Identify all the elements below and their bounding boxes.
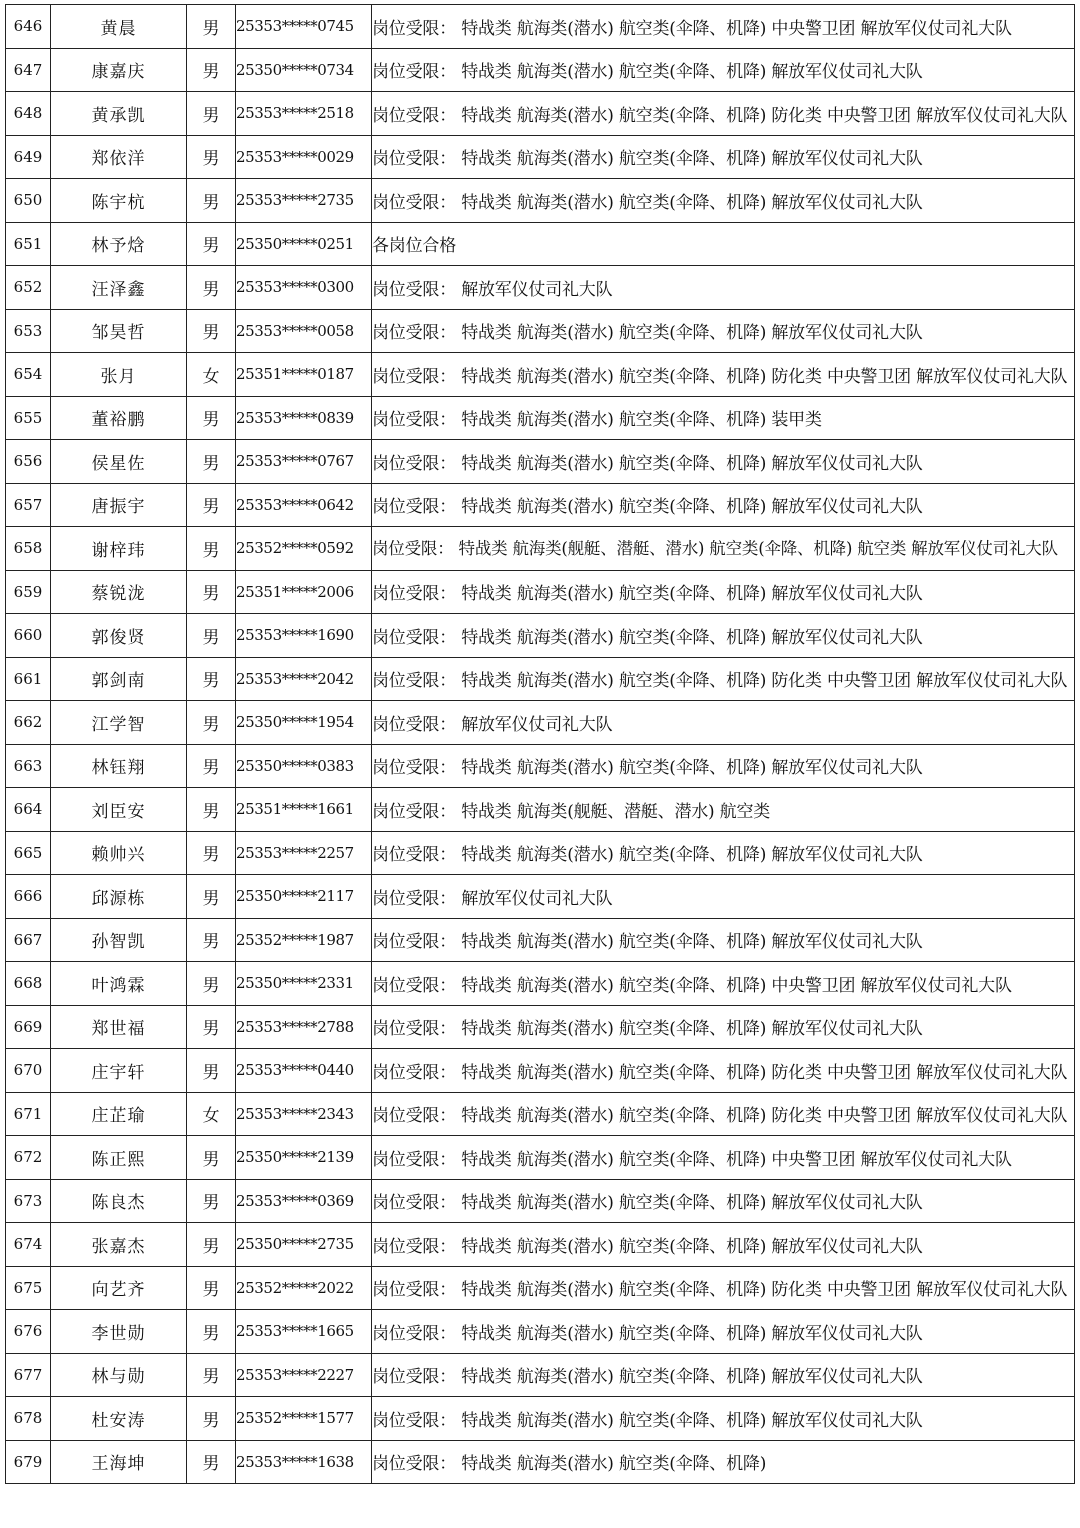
table-row [6,788,1075,832]
result-cell: 岗位受限： 特战类 航海类(潜水) 航空类(伞降、机降) 解放军仪仗司礼大队 [372,570,1075,614]
name-cell: 林钰翔 [51,744,187,788]
name-cell: 赖帅兴 [51,831,187,875]
table-row [6,962,1075,1006]
sex-cell: 男 [187,657,236,701]
sex-cell: 男 [187,266,236,310]
sex-cell: 男 [187,614,236,658]
result-cell: 岗位受限： 特战类 航海类(潜水) 航空类(伞降、机降) 解放军仪仗司礼大队 [372,135,1075,179]
table-row [6,5,1075,49]
result-cell: 岗位受限： 解放军仪仗司礼大队 [372,701,1075,745]
id-number-cell: 25350*****1954 [236,701,372,745]
row-number-cell: 650 [6,179,51,223]
name-cell: 黄承凯 [51,92,187,136]
id-number-cell: 25353*****2257 [236,831,372,875]
row-number-cell: 651 [6,222,51,266]
result-cell: 岗位受限： 特战类 航海类(潜水) 航空类(伞降、机降) 解放军仪仗司礼大队 [372,179,1075,223]
sex-cell: 男 [187,1353,236,1397]
row-number-cell: 675 [6,1266,51,1310]
table-row [6,1092,1075,1136]
table-row [6,1310,1075,1354]
name-cell: 叶鸿霖 [51,962,187,1006]
id-number-cell: 25353*****0745 [236,5,372,49]
result-cell: 岗位受限： 特战类 航海类(潜水) 航空类(伞降、机降) 防化类 中央警卫团 解放军仪仗司礼大队 [372,1092,1075,1136]
result-cell: 岗位受限： 特战类 航海类(潜水) 航空类(伞降、机降) 解放军仪仗司礼大队 [372,1397,1075,1441]
id-number-cell: 25351*****0187 [236,353,372,397]
name-cell: 向艺齐 [51,1266,187,1310]
sex-cell: 男 [187,92,236,136]
sex-cell: 男 [187,1266,236,1310]
id-number-cell: 25353*****0440 [236,1049,372,1093]
result-cell: 岗位受限： 特战类 航海类(潜水) 航空类(伞降、机降) 中央警卫团 解放军仪仗司礼大队 [372,1136,1075,1180]
result-cell: 岗位受限： 特战类 航海类(潜水) 航空类(伞降、机降) 装甲类 [372,396,1075,440]
name-cell: 康嘉庆 [51,48,187,92]
name-cell: 邱源栋 [51,875,187,919]
id-number-cell: 25350*****2735 [236,1223,372,1267]
name-cell: 林予焓 [51,222,187,266]
sex-cell: 男 [187,48,236,92]
name-cell: 陈良杰 [51,1179,187,1223]
result-cell: 岗位受限： 特战类 航海类(潜水) 航空类(伞降、机降) 防化类 中央警卫团 解放军仪仗司礼大队 [372,1266,1075,1310]
result-cell: 岗位受限： 特战类 航海类(潜水) 航空类(伞降、机降) [372,1440,1075,1484]
table-row [6,135,1075,179]
table-row [6,701,1075,745]
name-cell: 陈正熙 [51,1136,187,1180]
row-number-cell: 656 [6,440,51,484]
table-row [6,1266,1075,1310]
row-number-cell: 668 [6,962,51,1006]
row-number-cell: 646 [6,5,51,49]
table-row [6,1397,1075,1441]
row-number-cell: 657 [6,483,51,527]
name-cell: 林与勋 [51,1353,187,1397]
result-cell: 岗位受限： 特战类 航海类(潜水) 航空类(伞降、机降) 解放军仪仗司礼大队 [372,1005,1075,1049]
result-cell: 岗位受限： 特战类 航海类(潜水) 航空类(伞降、机降) 解放军仪仗司礼大队 [372,1223,1075,1267]
row-number-cell: 654 [6,353,51,397]
sex-cell: 男 [187,701,236,745]
row-number-cell: 655 [6,396,51,440]
row-number-cell: 667 [6,918,51,962]
table-row [6,222,1075,266]
sex-cell: 男 [187,1397,236,1441]
table-row [6,918,1075,962]
sex-cell: 男 [187,1440,236,1484]
table-row [6,527,1075,571]
id-number-cell: 25353*****0300 [236,266,372,310]
name-cell: 刘臣安 [51,788,187,832]
row-number-cell: 679 [6,1440,51,1484]
row-number-cell: 673 [6,1179,51,1223]
row-number-cell: 678 [6,1397,51,1441]
result-cell: 岗位受限： 特战类 航海类(潜水) 航空类(伞降、机降) 防化类 中央警卫团 解放军仪仗司礼大队 [372,353,1075,397]
row-number-cell: 649 [6,135,51,179]
id-number-cell: 25353*****2518 [236,92,372,136]
result-cell: 岗位受限： 特战类 航海类(潜水) 航空类(伞降、机降) 解放军仪仗司礼大队 [372,1353,1075,1397]
result-cell: 岗位受限： 特战类 航海类(潜水) 航空类(伞降、机降) 解放军仪仗司礼大队 [372,1179,1075,1223]
sex-cell: 男 [187,396,236,440]
id-number-cell: 25350*****2117 [236,875,372,919]
table-row [6,309,1075,353]
sex-cell: 男 [187,1005,236,1049]
table-row [6,48,1075,92]
table-row [6,1353,1075,1397]
id-number-cell: 25353*****0642 [236,483,372,527]
name-cell: 郑世福 [51,1005,187,1049]
id-number-cell: 25353*****0767 [236,440,372,484]
result-cell: 岗位受限： 特战类 航海类(潜水) 航空类(伞降、机降) 解放军仪仗司礼大队 [372,48,1075,92]
id-number-cell: 25353*****1690 [236,614,372,658]
sex-cell: 男 [187,179,236,223]
result-cell: 岗位受限： 特战类 航海类(潜水) 航空类(伞降、机降) 解放军仪仗司礼大队 [372,309,1075,353]
name-cell: 董裕鹏 [51,396,187,440]
row-number-cell: 663 [6,744,51,788]
name-cell: 陈宇杭 [51,179,187,223]
table-row [6,179,1075,223]
result-cell: 岗位受限： 特战类 航海类(潜水) 航空类(伞降、机降) 中央警卫团 解放军仪仗司礼大队 [372,5,1075,49]
result-cell: 岗位受限： 特战类 航海类(潜水) 航空类(伞降、机降) 防化类 中央警卫团 解放军仪仗司礼大队 [372,92,1075,136]
result-cell: 岗位受限： 特战类 航海类(潜水) 航空类(伞降、机降) 解放军仪仗司礼大队 [372,440,1075,484]
name-cell: 张嘉杰 [51,1223,187,1267]
id-number-cell: 25353*****1638 [236,1440,372,1484]
id-number-cell: 25353*****2227 [236,1353,372,1397]
result-cell: 岗位受限： 特战类 航海类(潜水) 航空类(伞降、机降) 解放军仪仗司礼大队 [372,483,1075,527]
row-number-cell: 664 [6,788,51,832]
id-number-cell: 25352*****2022 [236,1266,372,1310]
name-cell: 郭剑南 [51,657,187,701]
sex-cell: 男 [187,875,236,919]
sex-cell: 男 [187,527,236,571]
result-cell: 岗位受限： 特战类 航海类(舰艇、潜艇、潜水) 航空类 [372,788,1075,832]
row-number-cell: 660 [6,614,51,658]
table-row [6,831,1075,875]
id-number-cell: 25351*****1661 [236,788,372,832]
result-cell: 岗位受限： 特战类 航海类(潜水) 航空类(伞降、机降) 解放军仪仗司礼大队 [372,831,1075,875]
row-number-cell: 676 [6,1310,51,1354]
result-cell: 各岗位合格 [372,222,1075,266]
name-cell: 郑依洋 [51,135,187,179]
name-cell: 侯星佐 [51,440,187,484]
row-number-cell: 647 [6,48,51,92]
row-number-cell: 659 [6,570,51,614]
row-number-cell: 665 [6,831,51,875]
table-row [6,396,1075,440]
id-number-cell: 25352*****0592 [236,527,372,571]
row-number-cell: 677 [6,1353,51,1397]
row-number-cell: 653 [6,309,51,353]
name-cell: 汪泽鑫 [51,266,187,310]
result-cell: 岗位受限： 特战类 航海类(潜水) 航空类(伞降、机降) 解放军仪仗司礼大队 [372,614,1075,658]
id-number-cell: 25353*****0839 [236,396,372,440]
sex-cell: 男 [187,1136,236,1180]
name-cell: 杜安涛 [51,1397,187,1441]
table-row [6,440,1075,484]
result-cell: 岗位受限： 特战类 航海类(潜水) 航空类(伞降、机降) 解放军仪仗司礼大队 [372,918,1075,962]
sex-cell: 男 [187,1310,236,1354]
table-row [6,657,1075,701]
id-number-cell: 25353*****2788 [236,1005,372,1049]
table-row [6,1005,1075,1049]
sex-cell: 女 [187,353,236,397]
table-row [6,92,1075,136]
id-number-cell: 25353*****1665 [236,1310,372,1354]
sex-cell: 男 [187,222,236,266]
id-number-cell: 25350*****0383 [236,744,372,788]
row-number-cell: 662 [6,701,51,745]
id-number-cell: 25353*****2735 [236,179,372,223]
row-number-cell: 666 [6,875,51,919]
sex-cell: 男 [187,962,236,1006]
name-cell: 唐振宇 [51,483,187,527]
sex-cell: 男 [187,135,236,179]
row-number-cell: 672 [6,1136,51,1180]
name-cell: 谢梓玮 [51,527,187,571]
result-cell: 岗位受限： 特战类 航海类(潜水) 航空类(伞降、机降) 中央警卫团 解放军仪仗司礼大队 [372,962,1075,1006]
table-row [6,1440,1075,1484]
result-cell: 岗位受限： 解放军仪仗司礼大队 [372,875,1075,919]
sex-cell: 男 [187,744,236,788]
sex-cell: 男 [187,309,236,353]
id-number-cell: 25350*****2139 [236,1136,372,1180]
table-row [6,1179,1075,1223]
sex-cell: 女 [187,1092,236,1136]
table-row [6,483,1075,527]
id-number-cell: 25353*****0058 [236,309,372,353]
table-row [6,1049,1075,1093]
row-number-cell: 669 [6,1005,51,1049]
table-row [6,266,1075,310]
table-row [6,614,1075,658]
row-number-cell: 671 [6,1092,51,1136]
id-number-cell: 25353*****2042 [236,657,372,701]
name-cell: 张月 [51,353,187,397]
result-cell: 岗位受限： 特战类 航海类(潜水) 航空类(伞降、机降) 解放军仪仗司礼大队 [372,1310,1075,1354]
result-cell: 岗位受限： 特战类 航海类(潜水) 航空类(伞降、机降) 解放军仪仗司礼大队 [372,744,1075,788]
id-number-cell: 25350*****2331 [236,962,372,1006]
roster-sheet [5,4,1075,1484]
sex-cell: 男 [187,831,236,875]
id-number-cell: 25352*****1577 [236,1397,372,1441]
row-number-cell: 674 [6,1223,51,1267]
table-row [6,1136,1075,1180]
row-number-cell: 652 [6,266,51,310]
id-number-cell: 25353*****2343 [236,1092,372,1136]
name-cell: 李世勋 [51,1310,187,1354]
roster-table [5,4,1075,1484]
result-cell: 岗位受限： 解放军仪仗司礼大队 [372,266,1075,310]
table-row [6,744,1075,788]
name-cell: 庄芷瑜 [51,1092,187,1136]
id-number-cell: 25350*****0251 [236,222,372,266]
row-number-cell: 661 [6,657,51,701]
result-cell: 岗位受限： 特战类 航海类(潜水) 航空类(伞降、机降) 防化类 中央警卫团 解放军仪仗司礼大队 [372,657,1075,701]
name-cell: 王海坤 [51,1440,187,1484]
name-cell: 江学智 [51,701,187,745]
id-number-cell: 25353*****0029 [236,135,372,179]
row-number-cell: 648 [6,92,51,136]
table-row [6,353,1075,397]
id-number-cell: 25350*****0734 [236,48,372,92]
id-number-cell: 25351*****2006 [236,570,372,614]
sex-cell: 男 [187,570,236,614]
name-cell: 蔡锐泷 [51,570,187,614]
sex-cell: 男 [187,440,236,484]
name-cell: 邹昊哲 [51,309,187,353]
table-row [6,1223,1075,1267]
row-number-cell: 658 [6,527,51,571]
id-number-cell: 25352*****1987 [236,918,372,962]
table-row [6,570,1075,614]
sex-cell: 男 [187,1223,236,1267]
roster-body [6,5,1075,1484]
name-cell: 孙智凯 [51,918,187,962]
name-cell: 黄晨 [51,5,187,49]
row-number-cell: 670 [6,1049,51,1093]
table-row [6,875,1075,919]
id-number-cell: 25353*****0369 [236,1179,372,1223]
sex-cell: 男 [187,5,236,49]
sex-cell: 男 [187,918,236,962]
sex-cell: 男 [187,1049,236,1093]
name-cell: 庄宇轩 [51,1049,187,1093]
result-cell: 岗位受限： 特战类 航海类(舰艇、潜艇、潜水) 航空类(伞降、机降) 航空类 解放军仪仗司礼大队 [372,527,1075,571]
name-cell: 郭俊贤 [51,614,187,658]
sex-cell: 男 [187,788,236,832]
result-cell: 岗位受限： 特战类 航海类(潜水) 航空类(伞降、机降) 防化类 中央警卫团 解放军仪仗司礼大队 [372,1049,1075,1093]
sex-cell: 男 [187,483,236,527]
sex-cell: 男 [187,1179,236,1223]
